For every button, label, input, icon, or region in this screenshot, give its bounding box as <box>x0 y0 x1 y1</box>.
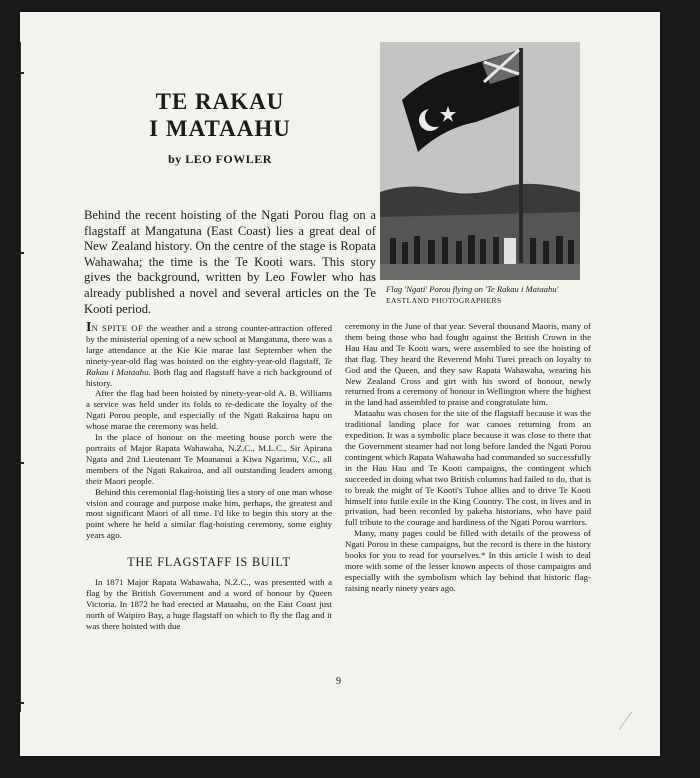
paragraph: After the flag had been hoisted by ninety-year-old A. B. Williams a service was held under its folds to re-dedicate the loyalty of the Ngati Porou people, and especially of the Ngati Rakairoa hapu on whose marae the ceremony was held. <box>86 388 332 432</box>
intro-paragraph: Behind the recent hoisting of the Ngati Porou flag on a flagstaff at Mangatuna (East Coast) lies a great deal of New Zealand history. On the centre of the stage is Ropata Wahawaha; the time is the Te Kooti wars. This story gives the background, written by Leo Fowler who has already published a novel and several articles on the Te Kooti period. <box>84 208 376 316</box>
paragraph: Many, many pages could be filled with details of the prowess of Ngati Porou in these campaigns, but the record is there in the history books for you to read for yourselves.* In this article I wish to deal more with some of the lesser known aspects of those campaigns and especially with the symbolism which lay behind that historic flag-raising nearly ninety years ago. <box>345 528 591 593</box>
section-heading: THE FLAGSTAFF IS BUILT <box>127 555 291 570</box>
photo-credit: EASTLAND PHOTOGRAPHERS <box>386 295 502 305</box>
figure-in-white <box>504 238 516 266</box>
body-column-right <box>345 321 591 594</box>
article-title <box>120 88 320 142</box>
binding-mark <box>18 252 24 254</box>
crescent-inner <box>425 107 445 127</box>
photo-caption <box>386 284 594 306</box>
caption-text: Flag 'Ngati' Porou flying on 'Te Rakau i Mataahu' <box>386 284 559 294</box>
magazine-page <box>20 12 660 756</box>
flag-photo-illustration <box>380 42 580 280</box>
drop-cap: I <box>86 320 92 335</box>
foreground <box>380 264 580 280</box>
binding-mark <box>18 702 24 704</box>
body-column-left <box>86 320 333 632</box>
title-line-2: I MATAAHU <box>149 116 291 141</box>
paragraph: Mataahu was chosen for the site of the flagstaff because it was the traditional landing place for war canoes returning from an expedition. It was a symbolic place because it was close to there that the Government steamer had not long before landed the Ngati Porou contingent which Rapata Wahawaha had commanded so successfully in the Hau Hau and Te Kooti campaigns, the contingent which succeeded in doing what two British columns had failed to do, that is to break the might of Te Kooti's Tuhoe allies and to drive Te Kooti himself into futile exile in the King Country. The cost, in lives and in privation, had been recorded by pakeha historians, who have paid full tribute to the courage and hardiness of the Ngati Porou warriors. <box>345 408 591 528</box>
binding-edge <box>20 42 21 712</box>
byline: by LEO FOWLER <box>168 152 272 166</box>
paragraph: In 1871 Major Rapata Wahawaha, N.Z.C., was presented with a flag by the British Government and a word of honour by Queen Victoria. In 1872 he had erected at Mataahu, on the East Coast just north of Waipiro Bay, a huge flagstaff on which to fly the flag and it was there hoisted with due <box>86 577 332 631</box>
paragraph: ceremony in the June of that year. Several thousand Maoris, many of them being those who had fought against the British Crown in the Hau Hau and Te Kooti wars, were assembled to see the hoisting of that flag. They heard the Reverend Mohi Turei preach on loyalty to God and the Queen, and they saw Rapata Wahawaha, wearing his New Zealand Cross and girt with his sword of honour, newly returned from a ceremony of honour in Wellington where the highest in the land had assembled to praise and congratulate him. <box>345 321 591 408</box>
page-number: 9 <box>336 676 341 687</box>
paragraph-text: the weather and a strong counter-attraction offered by the ministerial opening of a new school at Mangatuna, there was a large attendance at the Kie Kie marae last September when the ninety-year-old flag was hoisted on the eighty-year-old flagstaff, <box>86 323 333 366</box>
flagstaff-name: Te Rakau i Mataahu. <box>86 355 332 377</box>
paragraph-text: Both flag and flagstaff have a rich background of history. <box>86 366 332 388</box>
title-line-1: TE RAKAU <box>155 89 285 114</box>
paragraph: In the place of honour on the meeting house porch were the portraits of Major Rapata Wahawaha, N.Z.C., M.L.C., Sir Apirana Ngata and 2nd Lieutenant Te Moananui a Kiwa Ngarimu, V.C., all members of the Ngati Rakairoa, and all outstanding leaders among their Maori people. <box>86 432 332 486</box>
flagstaff <box>519 48 523 263</box>
flag-photo <box>380 42 580 280</box>
paragraph: Behind this ceremonial flag-hoisting lies a story of one man whose vision and courage and purpose make him, perhaps, the greatest and most significant Maori of all time. I'd like to begin this story at the point where he held a similar flag-hoisting ceremony, some eighty years ago. <box>86 486 332 541</box>
paragraph <box>86 320 333 388</box>
small-caps-opening: N SPITE OF <box>91 323 144 333</box>
binding-mark <box>18 462 24 464</box>
page-corner-fold <box>619 711 650 742</box>
binding-mark <box>18 72 24 74</box>
